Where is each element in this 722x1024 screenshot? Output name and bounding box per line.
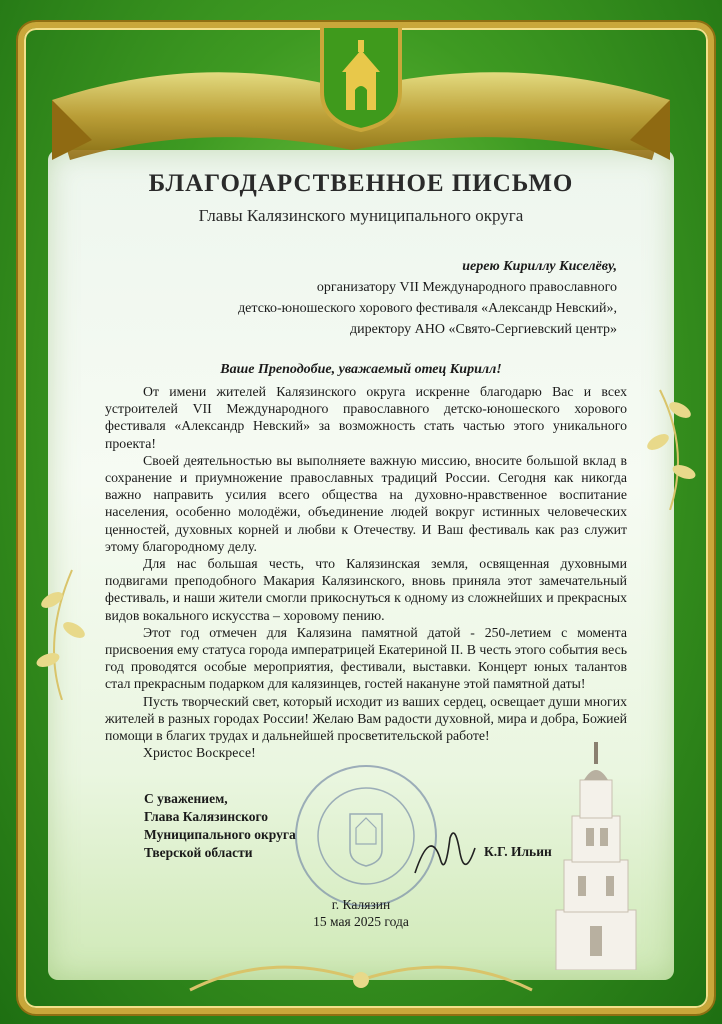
signoff-line: Муниципального округа bbox=[144, 827, 296, 842]
paragraph: Для нас большая честь, что Калязинская земля, освященная духовными подвигами преподобного Макария Калязинского, вновь приняла этот замечательный фестиваль, и наши жители смогли прикоснуться к одному из сложнейших и прекрасных видов вокального искусства – хоровому пению. bbox=[105, 556, 627, 623]
leaf-ornament-icon bbox=[22, 560, 92, 700]
paragraph: Этот год отмечен для Калязина памятной датой - 250-летием с момента присвоения ему статуса города императрицей Екатериной II. В честь этого события весь год проводятся особые мероприятия, фестивали, выставки. Концерт юных талантов стал прекрасным подарком для калязинцев, гостей накануне этой памятной даты! bbox=[105, 624, 627, 692]
leaf-ornament-icon bbox=[640, 380, 710, 510]
date: 15 мая 2025 года bbox=[313, 914, 409, 929]
paragraph: Своей деятельностью вы выполняете важную миссию, вносите большой вклад в сохранение и приумножение православных традиций России. Сегодня как никогда важно направить усилия всего общества на духовно-нравственное воспитание населения, особенно молодёжи, объединение людей вокруг истинных человеческих ценностей, духовных корней и любви к Отечеству. И Ваш фестиваль как раз служит этому благородному делу. bbox=[105, 452, 627, 554]
tower-gate-crest-icon bbox=[318, 22, 404, 132]
bell-tower-icon bbox=[548, 740, 644, 970]
signature-icon bbox=[410, 818, 480, 884]
recipient-line: детско-юношеского хорового фестиваля «Александр Невский», bbox=[238, 301, 617, 316]
signoff-line: Глава Калязинского bbox=[144, 809, 269, 824]
paragraph: От имени жителей Калязинского округа искренне благодарю Вас и всех устроителей VII Международного православного детско-юношеского хорового фестиваля «Александр Невский» за возможность стать частью этого уникального проекта! bbox=[105, 384, 627, 451]
paragraph: Пусть творческий свет, который исходит из ваших сердец, освещает души многих жителей в разных городах России! Желаю Вам радости духовной, мира и добра, Божией помощи в благих трудах и дальнейшей просветительской работе! bbox=[105, 693, 627, 744]
salutation: Ваше Преподобие, уважаемый отец Кирилл! bbox=[220, 362, 502, 377]
recipient-name: иерею Кириллу Киселёву, bbox=[462, 259, 617, 274]
place: г. Калязин bbox=[331, 897, 391, 912]
paragraph: Христос Воскресе! bbox=[143, 745, 256, 761]
document-title: БЛАГОДАРСТВЕННОЕ ПИСЬМО bbox=[148, 170, 574, 197]
gold-scroll-ornament-icon bbox=[180, 940, 542, 1010]
recipient-line: организатору VII Международного православного bbox=[316, 280, 617, 295]
document-subtitle: Главы Калязинского муниципального округа bbox=[198, 206, 524, 225]
signoff-block bbox=[144, 790, 296, 862]
signer-name: К.Г. Ильин bbox=[484, 844, 552, 859]
recipient-block bbox=[197, 256, 617, 340]
signoff-line: Тверской области bbox=[144, 845, 253, 860]
letter-body bbox=[105, 383, 627, 761]
signoff-line: С уважением, bbox=[144, 791, 228, 806]
recipient-line: директору АНО «Свято-Сергиевский центр» bbox=[349, 322, 617, 337]
